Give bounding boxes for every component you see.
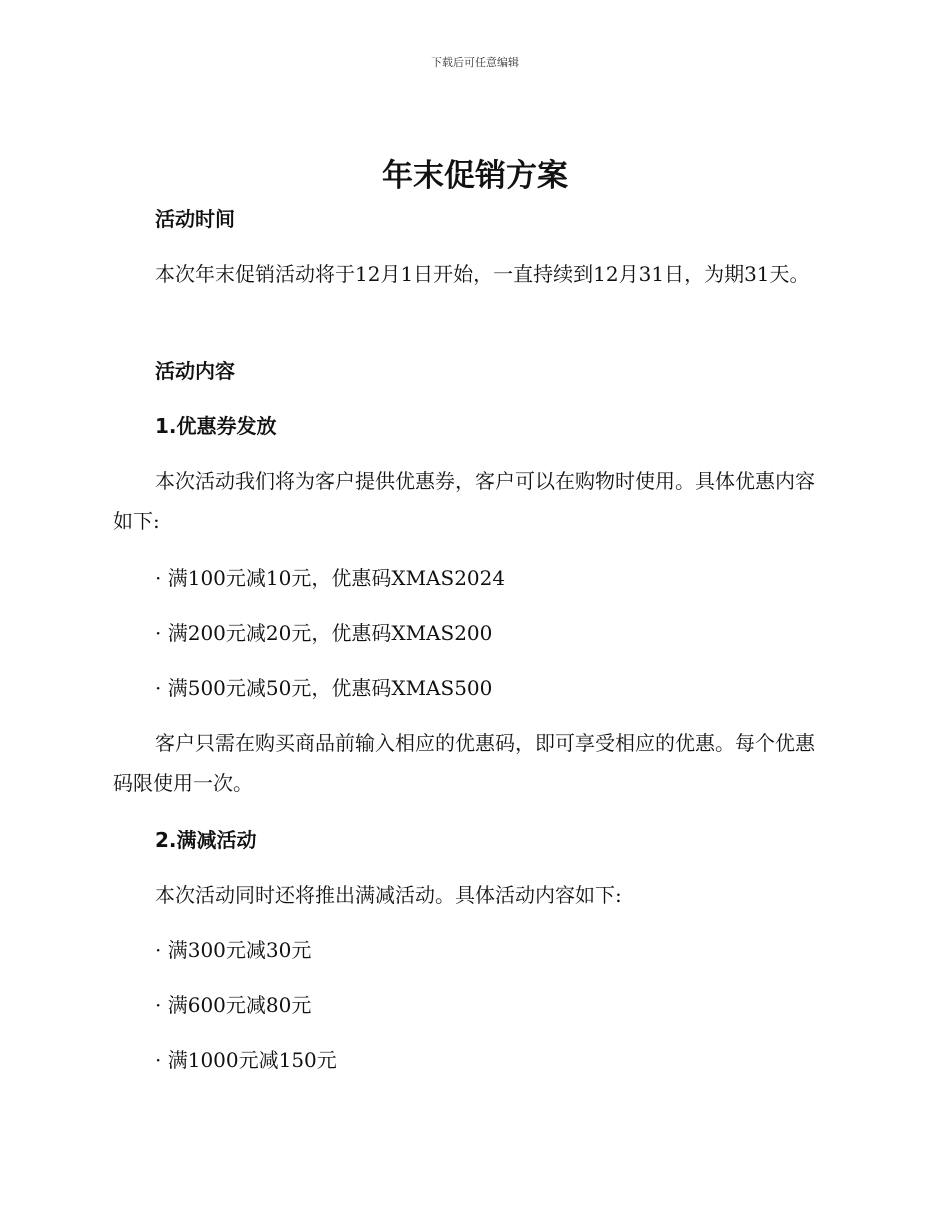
document-title: 年末促销方案: [382, 158, 568, 194]
subheading-coupon: 1.优惠券发放: [155, 414, 277, 438]
paragraph-discount-intro: 本次活动同时还将推出满减活动。具体活动内容如下:: [155, 883, 622, 907]
paragraph-coupon-intro: 本次活动我们将为客户提供优惠券，客户可以在购物时使用。具体优惠内容如下:: [113, 469, 815, 533]
list-item-coupon-1: · 满100元减10元，优惠码XMAS2024: [155, 566, 506, 590]
section-heading-time: 活动时间: [155, 207, 235, 231]
list-item-discount-1: · 满300元减30元: [155, 938, 312, 962]
list-item-discount-3: · 满1000元减150元: [155, 1048, 337, 1072]
paragraph-coupon-note: 客户只需在购买商品前输入相应的优惠码，即可享受相应的优惠。每个优惠码限使用一次。: [113, 731, 815, 795]
list-item-coupon-2: · 满200元减20元，优惠码XMAS200: [155, 621, 493, 645]
paragraph-time: 本次年末促销活动将于12月1日开始，一直持续到12月31日，为期31天。: [155, 262, 810, 286]
section-heading-content: 活动内容: [155, 359, 235, 383]
list-item-coupon-3: · 满500元减50元，优惠码XMAS500: [155, 676, 493, 700]
list-item-discount-2: · 满600元减80元: [155, 993, 312, 1017]
page-header: 下载后可任意编辑: [431, 56, 519, 69]
subheading-discount: 2.满减活动: [155, 828, 257, 852]
